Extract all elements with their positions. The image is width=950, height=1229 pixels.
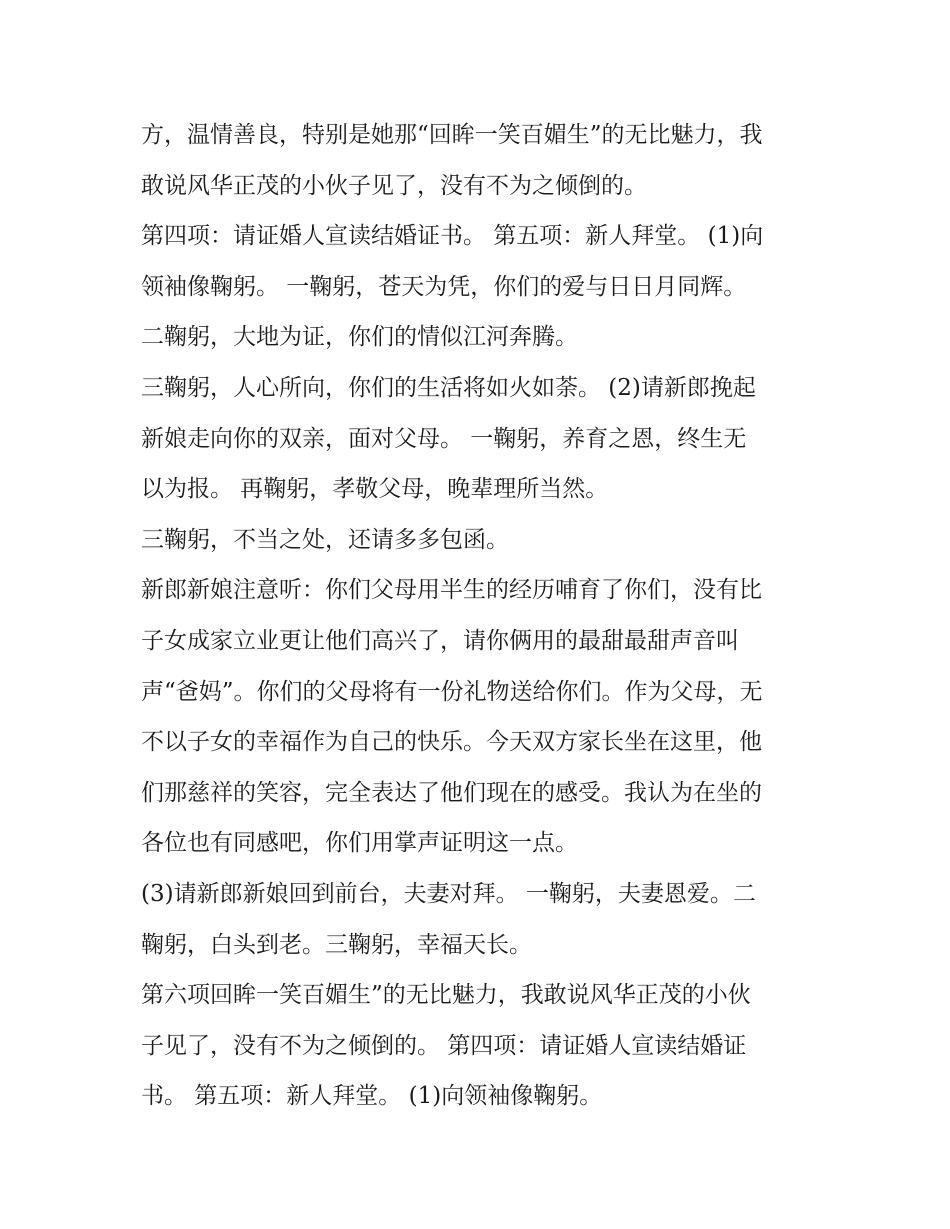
text-line: 子见了，没有不为之倾倒的。 第四项：请证婚人宣读结婚证 [141,1032,747,1059]
text-line: 新娘走向你的双亲，面对父母。 一鞠躬，养育之恩，终生无 [141,425,747,452]
text-line: 方，温情善良，特别是她那“回眸一笑百媚生”的无比魅力，我 [141,122,763,148]
text-line: 们那慈祥的笑容，完全表达了他们现在的感受。我认为在坐的 [141,779,762,806]
text-line: 三鞠躬，人心所向，你们的生活将如火如荼。 (2)请新郎挽起 [141,374,756,401]
document-body [141,110,813,1122]
text-line: 第四项：请证婚人宣读结婚证书。 第五项：新人拜堂。 (1)向 [141,223,764,250]
text-line: 敢说风华正茂的小伙子见了，没有不为之倾倒的。 [141,172,647,199]
text-line: 第六项回眸一笑百媚生”的无比魅力，我敢说风华正茂的小伙 [141,982,751,1009]
text-line: 领袖像鞠躬。 一鞠躬，苍天为凭，你们的爱与日日月同辉。 [141,273,747,300]
text-line: 子女成家立业更让他们高兴了，请你俩用的最甜最甜声音叫 [141,627,739,654]
text-line: (3)请新郎新娘回到前台，夫妻对拜。 一鞠躬，夫妻恩爱。二 [141,880,756,907]
text-line: 以为报。 再鞠躬，孝敬父母，晚辈理所当然。 [141,476,609,503]
text-line: 二鞠躬，大地为证，你们的情似江河奔腾。 [141,324,578,351]
text-line: 各位也有同感吧，你们用掌声证明这一点。 [141,830,578,857]
text-line: 鞠躬，白头到老。三鞠躬，幸福天长。 [141,931,532,958]
text-line: 声“爸妈”。你们的父母将有一份礼物送给你们。作为父母，无 [141,678,763,705]
text-line: 不以子女的幸福作为自己的快乐。今天双方家长坐在这里，他 [141,729,762,756]
text-line: 书。 第五项：新人拜堂。 (1)向领袖像鞠躬。 [141,1083,603,1110]
text-line: 三鞠躬，不当之处，还请多多包函。 [141,526,509,553]
text-line: 新郎新娘注意听：你们父母用半生的经历哺育了你们，没有比 [141,577,762,604]
